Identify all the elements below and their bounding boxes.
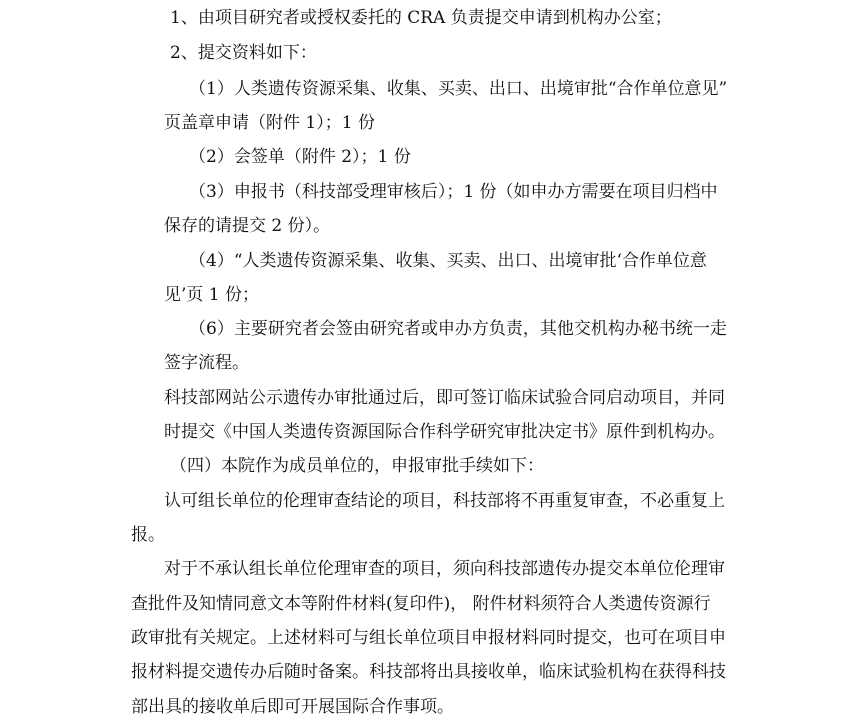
unrecognized-ethics-line-5: 部出具的接收单后即可开展国际合作事项。 [131, 697, 454, 717]
item-3-line-1: （3）申报书（科技部受理审核后）；1 份（如申办方需要在项目归档中 [189, 182, 718, 202]
item-2-countersign-form: （2）会签单（附件 2）；1 份 [189, 147, 411, 167]
item-1-line-1: （1）人类遗传资源采集、收集、买卖、出口、出境审批“合作单位意见” [189, 79, 728, 99]
approval-paragraph-line-1: 科技部网站公示遗传办审批通过后，即可签订临床试验合同启动项目，并同 [164, 388, 725, 408]
item-6-line-1: （6）主要研究者会签由研究者或申办方负责，其他交机构办秘书统一走 [189, 319, 727, 339]
step-1-submit-application: 1、由项目研究者或授权委托的 CRA 负责提交申请到机构办公室； [170, 8, 672, 28]
step-2-materials-heading: 2、提交资料如下： [170, 43, 317, 63]
item-1-line-2: 页盖章申请（附件 1）；1 份 [164, 113, 375, 133]
item-4-line-1: （4）“人类遗传资源采集、收集、买卖、出口、出境审批‘合作单位意 [189, 251, 707, 271]
section-4-heading: （四）本院作为成员单位的，申报审批手续如下： [170, 456, 544, 476]
recognized-ethics-line-1: 认可组长单位的伦理审查结论的项目，科技部将不再重复审查，不必重复上 [164, 491, 725, 511]
unrecognized-ethics-line-4: 报材料提交遗传办后随时备案。科技部将出具接收单，临床试验机构在获得科技 [131, 662, 726, 682]
item-4-line-2: 见’页 1 份； [164, 285, 260, 305]
unrecognized-ethics-line-2: 查批件及知情同意文本等附件材料(复印件)， 附件材料须符合人类遗传资源行 [131, 594, 711, 614]
unrecognized-ethics-line-3: 政审批有关规定。上述材料可与组长单位项目申报材料同时提交，也可在项目申 [131, 628, 726, 648]
approval-paragraph-line-2: 时提交《中国人类遗传资源国际合作科学研究审批决定书》原件到机构办。 [164, 422, 725, 442]
unrecognized-ethics-line-1: 对于不承认组长单位伦理审查的项目，须向科技部遗传办提交本单位伦理审 [164, 559, 725, 579]
item-3-line-2: 保存的请提交 2 份）。 [164, 216, 331, 236]
item-6-line-2: 签字流程。 [164, 353, 249, 373]
recognized-ethics-line-2: 报。 [131, 525, 165, 545]
